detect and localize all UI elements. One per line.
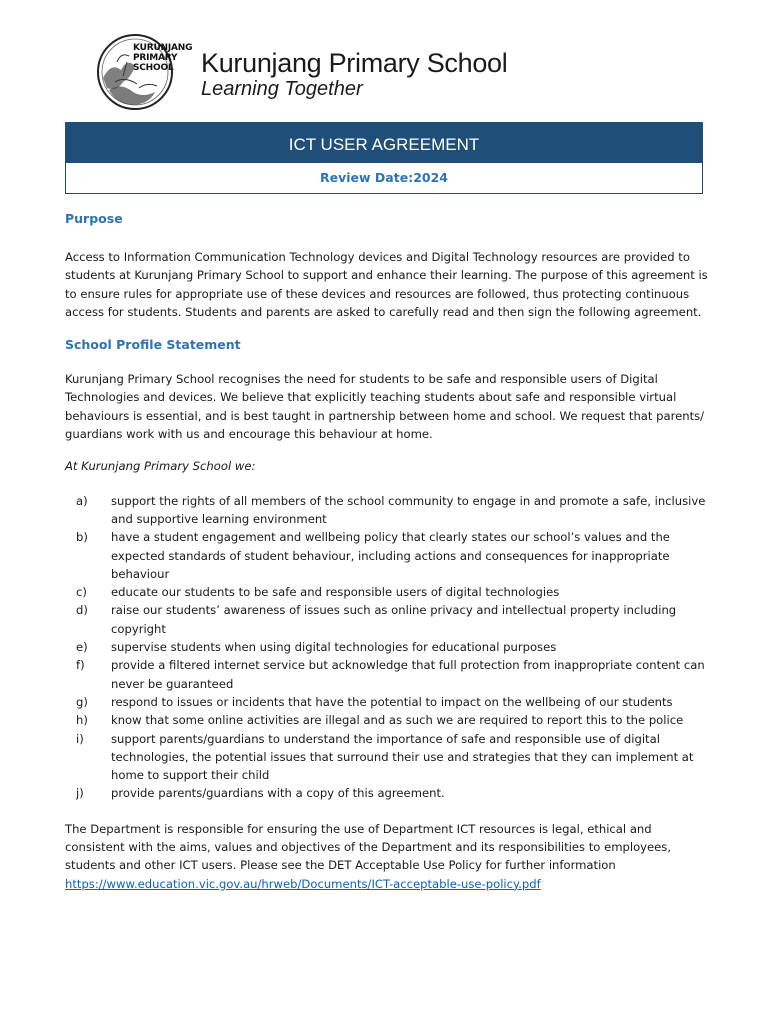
title-box: [65, 122, 703, 194]
list-item-text: know that some online activities are illegal and as such we are required to report this to the police: [111, 713, 684, 728]
list-item-label: j): [76, 786, 84, 801]
school-seal-logo: [87, 32, 193, 112]
list-item: [65, 711, 710, 729]
list-item-label: c): [76, 585, 87, 600]
list-item: [65, 730, 710, 785]
list-item-text: support parents/guardians to understand the importance of safe and responsible use of digital technologies, the potential issues that surround their use and strategies that they can implement at home to support their child: [111, 731, 694, 783]
seal-text-line: PRIMARY: [133, 53, 178, 63]
list-item-text: educate our students to be safe and responsible users of digital technologies: [111, 585, 560, 600]
acceptable-use-policy-link[interactable]: https://www.education.vic.gov.au/hrweb/Documents/ICT-acceptable-use-policy.pdf: [65, 876, 541, 891]
seal-text: [133, 43, 193, 73]
list-item: [65, 492, 710, 529]
school-tagline: Learning Together: [201, 78, 363, 100]
review-date: Review Date:2024: [320, 170, 448, 185]
list-item: [65, 784, 710, 802]
list-item-label: i): [76, 731, 84, 746]
department-paragraph: [65, 820, 710, 893]
list-item: [65, 601, 710, 638]
list-item: [65, 693, 710, 711]
list-item-text: raise our students’ awareness of issues such as online privacy and intellectual property including copyright: [111, 603, 677, 636]
document-body: [65, 210, 710, 893]
department-text: The Department is responsible for ensuring the use of Department ICT resources is legal, ethical and consistent with the aims, values and objectives of the Department and its responsibilities to employees, students and other ICT users. Please see the DET Acceptable Use Policy for further information: [65, 821, 672, 873]
list-item-text: respond to issues or incidents that have the potential to impact on the wellbeing of our students: [111, 694, 673, 709]
profile-heading: School Profile Statement: [65, 337, 241, 353]
list-item-label: f): [76, 658, 85, 673]
list-item-label: g): [76, 694, 88, 709]
school-logo: [87, 32, 508, 114]
seal-text-line: SCHOOL: [133, 63, 174, 73]
list-item-label: e): [76, 640, 88, 655]
list-item-text: have a student engagement and wellbeing policy that clearly states our school’s values and the expected standards of student behaviour, including actions and consequences for inappropriate behaviour: [111, 530, 670, 581]
profile-paragraph: Kurunjang Primary School recognises the need for students to be safe and responsible users of Digital Technologies and devices. We believe that explicitly teaching students about safe and responsible virtual behaviours is essential, and is best taught in partnership between home and school. We request that parents/ guardians work with us and encourage this behaviour at home.: [65, 372, 705, 442]
list-item-label: a): [76, 493, 88, 508]
list-item-text: support the rights of all members of the school community to engage in and promote a safe, inclusive and supportive learning environment: [111, 493, 706, 526]
list-item-label: b): [76, 530, 88, 545]
list-item: [65, 656, 710, 693]
list-item-text: provide a filtered internet service but acknowledge that full protection from inappropriate content can never be guaranteed: [111, 658, 705, 691]
purpose-paragraph: Access to Information Communication Technology devices and Digital Technology resources are provided to students at Kurunjang Primary School to support and enhance their learning. The purpose of this agreement is to ensure rules for appropriate use of these devices and resources are followed, thus protecting continuous access for students. Students and parents are asked to carefully read and then sign the following agreement.: [65, 250, 708, 319]
list-item-label: d): [76, 603, 88, 618]
list-item-text: supervise students when using digital technologies for educational purposes: [111, 640, 557, 655]
purpose-heading: Purpose: [65, 211, 123, 226]
seal-text-line: KURUNJANG: [133, 43, 193, 53]
list-item: [65, 528, 710, 583]
document-title: ICT USER AGREEMENT: [66, 123, 702, 163]
list-item-label: h): [76, 713, 88, 728]
list-item: [65, 583, 710, 601]
commitments-list: [65, 492, 710, 803]
commitments-intro: At Kurunjang Primary School we:: [65, 459, 256, 474]
list-item-text: provide parents/guardians with a copy of this agreement.: [111, 786, 445, 801]
school-name: Kurunjang Primary School: [201, 48, 508, 78]
list-item: [65, 638, 710, 656]
